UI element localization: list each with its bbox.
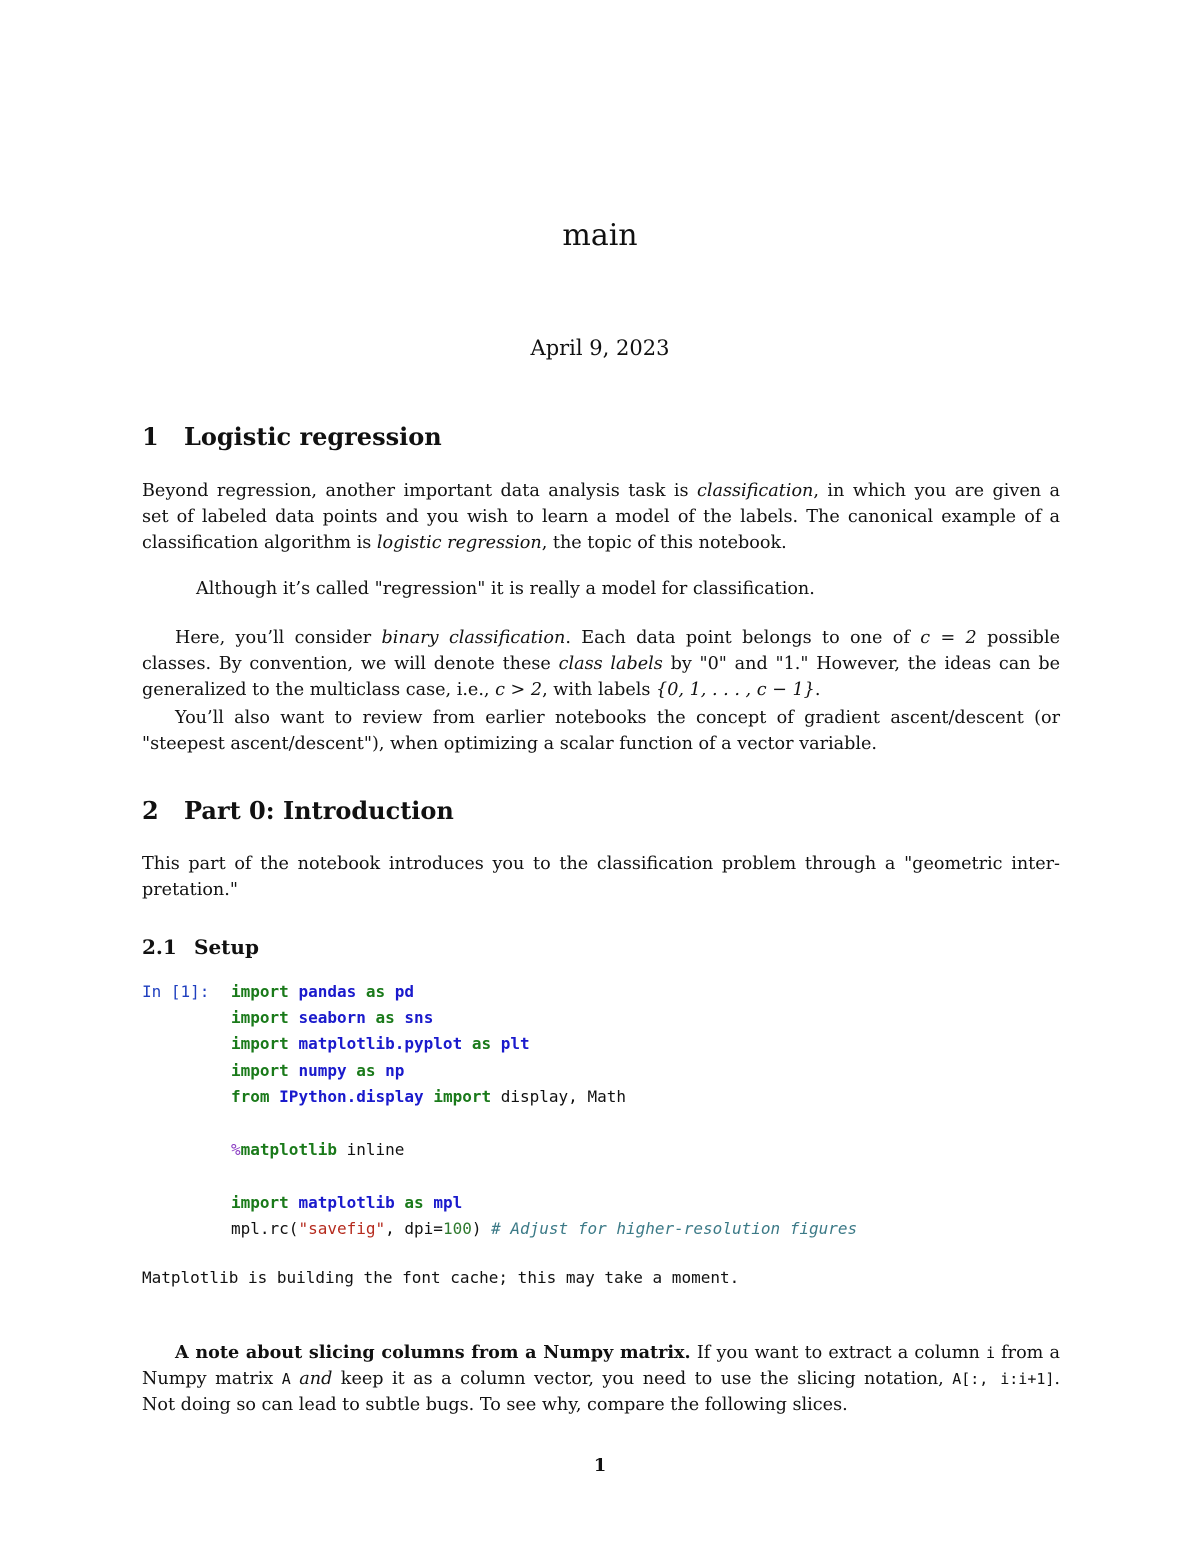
math-inline: c > 2 — [495, 680, 543, 700]
cell-output: Matplotlib is building the font cache; this may take a moment. — [142, 1268, 740, 1287]
code-line: import seaborn as sns — [231, 1008, 434, 1027]
code-line: mpl.rc("savefig", dpi=100) # Adjust for higher-resolution figures — [231, 1219, 858, 1238]
code-line: import numpy as np — [231, 1061, 405, 1080]
code-line: from IPython.display import display, Math — [231, 1087, 626, 1106]
paragraph-line: classes. By convention, we will denote these class labels by "0" and "1." However, the ideas can be — [142, 654, 1061, 674]
emphasis: class labels — [558, 654, 663, 674]
section-title: Setup — [194, 935, 259, 959]
emphasis: classification — [697, 481, 814, 501]
code-comment: # Adjust for higher-resolution figures — [491, 1219, 858, 1238]
paragraph-line: A note about slicing columns from a Numpy matrix. If you want to extract a column i from a — [175, 1342, 1061, 1363]
section-title: Part 0: Introduction — [184, 796, 454, 825]
emphasis: binary classification — [381, 628, 566, 648]
subsection-heading-setup — [142, 935, 259, 959]
paragraph-line: pretation." — [142, 880, 238, 900]
emphasis: logistic regression — [376, 533, 542, 553]
emphasis: and — [299, 1369, 333, 1389]
paragraph-line: classification algorithm is logistic regression, the topic of this notebook. — [142, 533, 787, 553]
document-date: April 9, 2023 — [530, 336, 670, 360]
paragraph-line: "steepest ascent/descent"), when optimizing a scalar function of a vector variable. — [142, 734, 877, 754]
section-heading-logistic-regression — [142, 422, 442, 451]
paragraph-line: This part of the notebook introduces you to the classification problem through a "geometric inter- — [142, 854, 1060, 874]
paragraph-line: You’ll also want to review from earlier notebooks the concept of gradient ascent/descent (or — [175, 708, 1060, 728]
code-line: import pandas as pd — [231, 982, 415, 1001]
blockquote: Although it’s called "regression" it is really a model for classification. — [196, 579, 815, 599]
paragraph-line: Numpy matrix A and keep it as a column vector, you need to use the slicing notation, A[:, i:i+1]. — [142, 1369, 1061, 1389]
code-line: import matplotlib as mpl — [231, 1193, 463, 1212]
code-line: import matplotlib.pyplot as plt — [231, 1034, 530, 1053]
math-inline: c = 2 — [920, 628, 977, 648]
code-line: %matplotlib inline — [231, 1140, 405, 1159]
math-inline: {0, 1, . . . , c − 1} — [656, 680, 815, 700]
section-title: Logistic regression — [184, 422, 442, 451]
document-title: main — [562, 218, 638, 253]
section-heading-part-0 — [142, 796, 454, 825]
section-number: 2 — [142, 796, 159, 825]
paragraph-line: set of labeled data points and you wish to learn a model of the labels. The canonical example of a — [142, 507, 1060, 527]
paragraph-line: Here, you’ll consider binary classification. Each data point belongs to one of c = 2 possible — [175, 628, 1060, 648]
page-number: 1 — [593, 1455, 607, 1476]
paragraph-line: Beyond regression, another important data analysis task is classification, in which you are given a — [142, 481, 1061, 501]
paragraph-line: generalized to the multiclass case, i.e., c > 2, with labels {0, 1, . . . , c − 1}. — [142, 680, 821, 700]
cell-prompt: In [1]: — [142, 982, 210, 1001]
paragraph-line: Not doing so can lead to subtle bugs. To see why, compare the following slices. — [142, 1395, 848, 1415]
section-number: 2.1 — [142, 935, 177, 959]
section-number: 1 — [142, 422, 159, 451]
note-lead: A note about slicing columns from a Numpy matrix. — [175, 1342, 691, 1363]
